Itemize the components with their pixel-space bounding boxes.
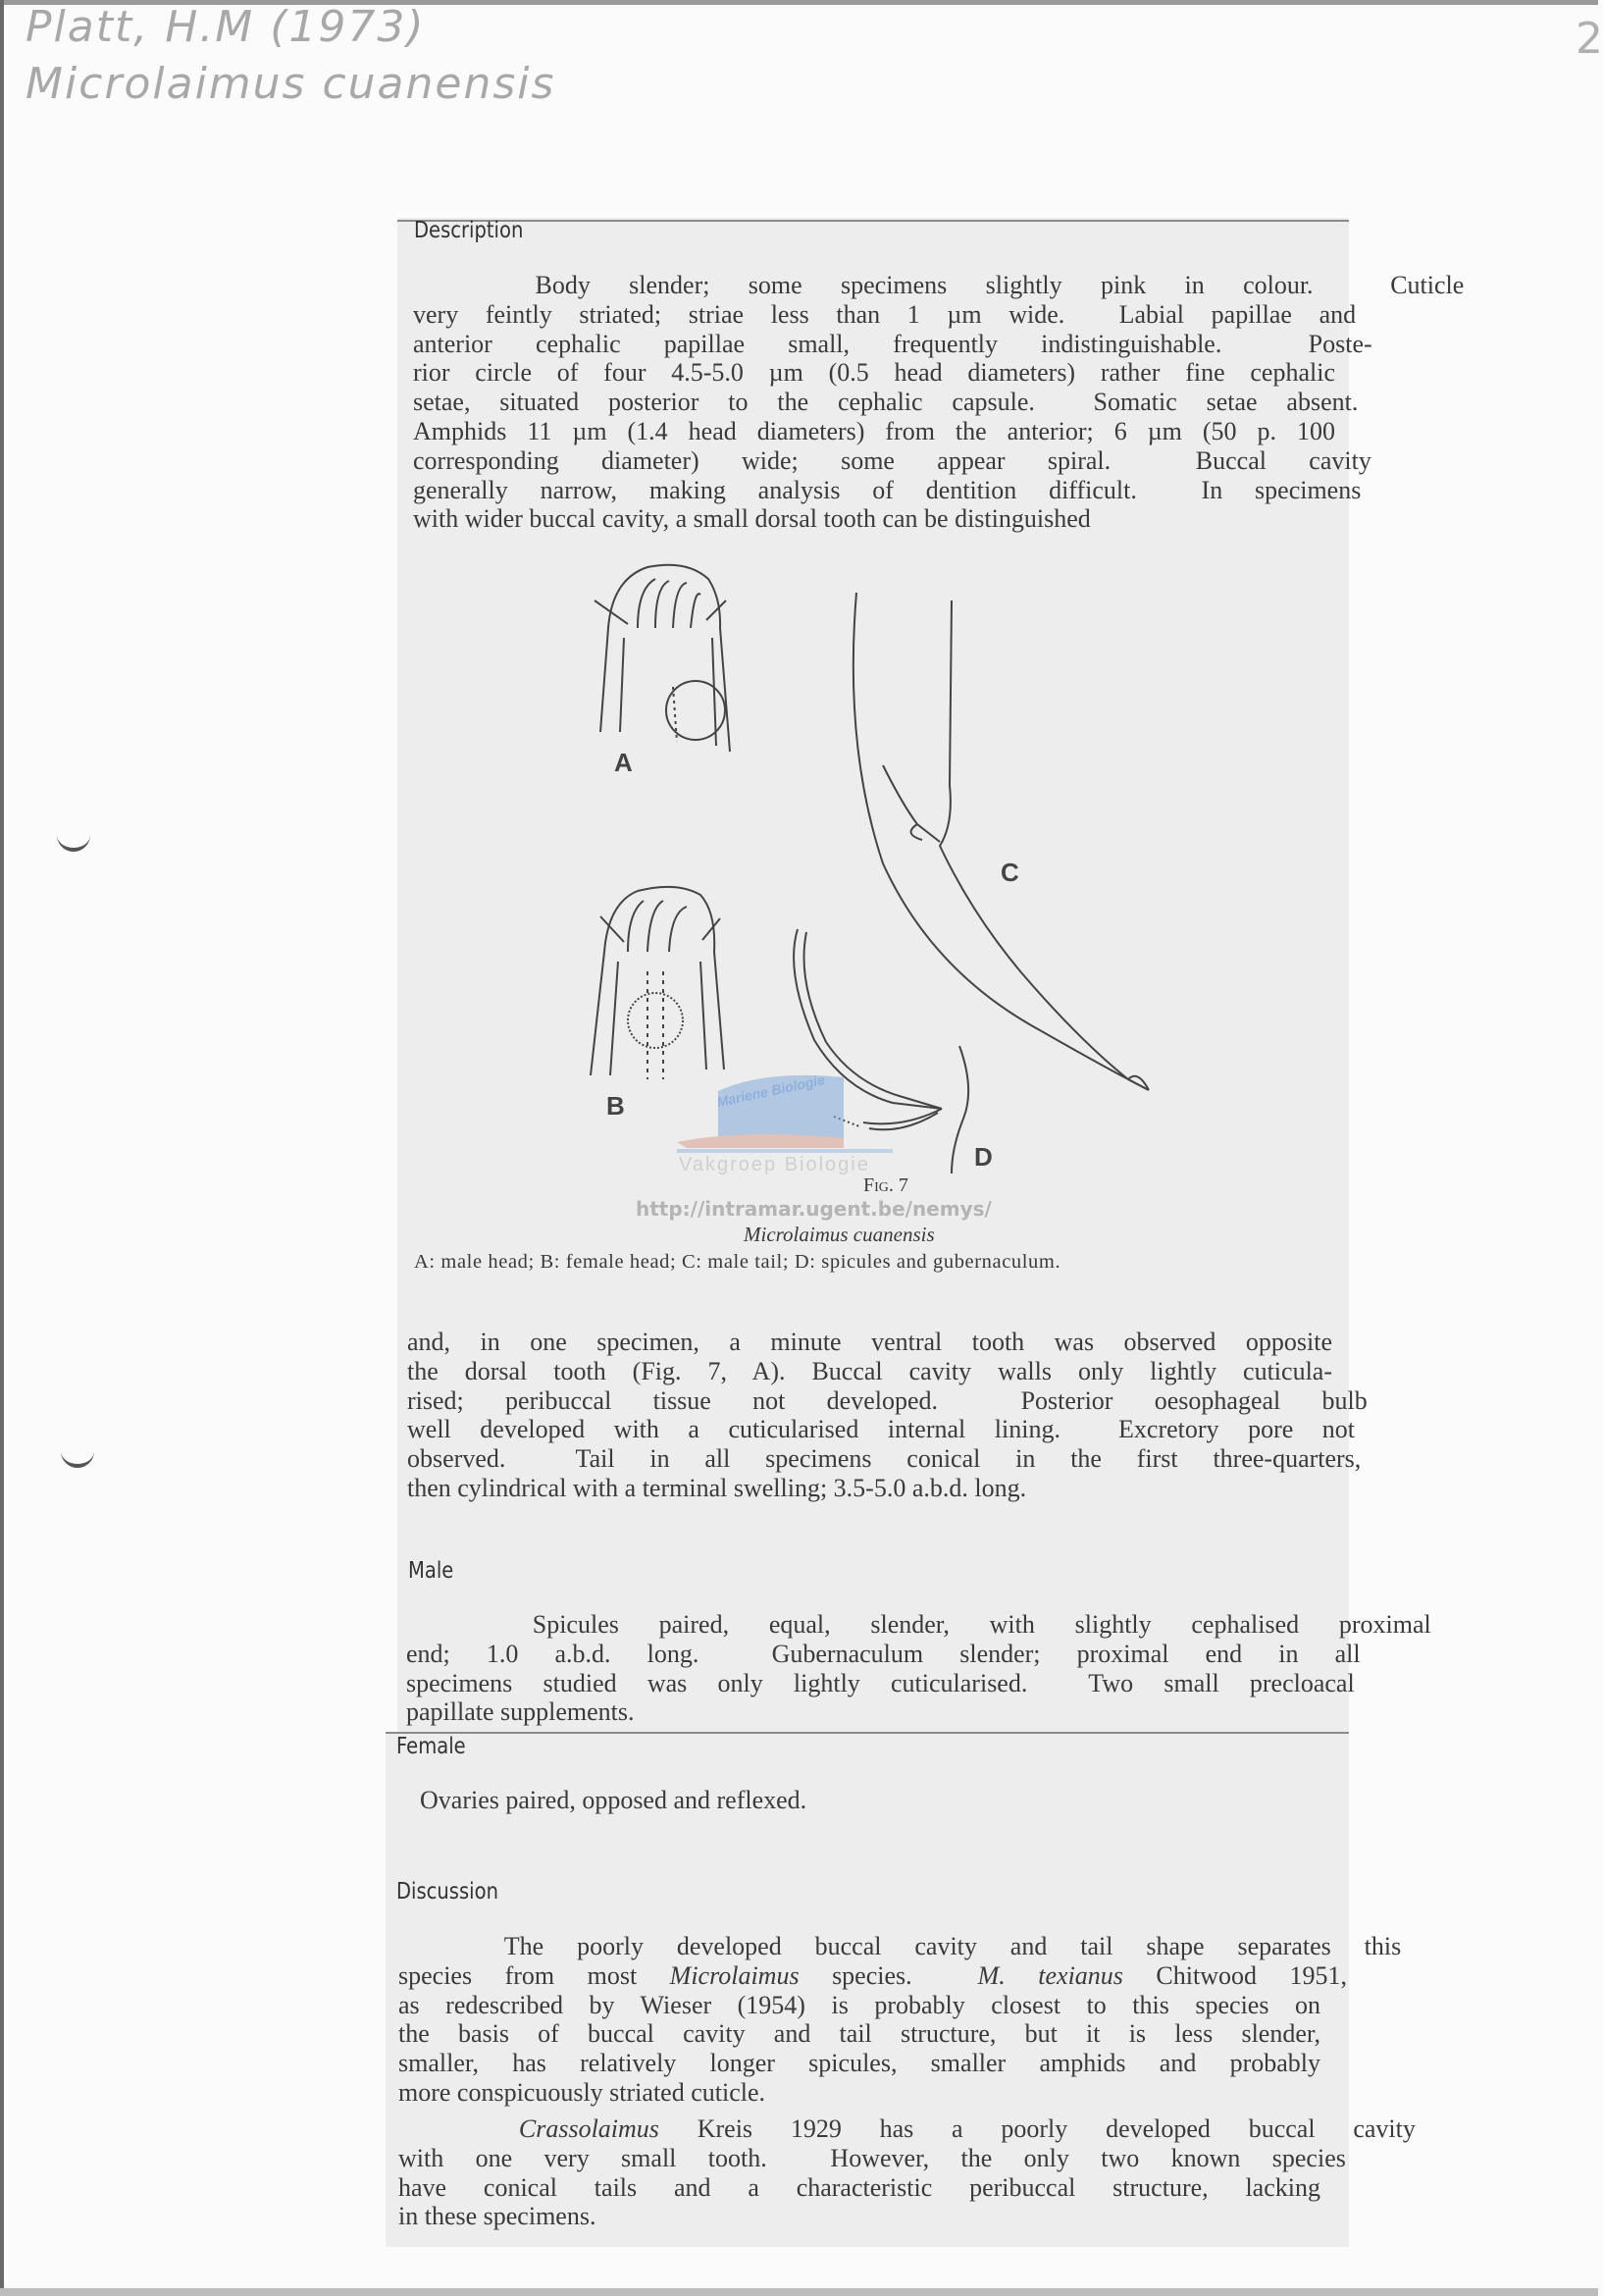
text-segment: anterior cephalic papillae small, frequently indistinguishable. Poste-: [413, 329, 1372, 358]
text-segment: papillate supplements.: [406, 1697, 635, 1727]
text-line: [407, 1385, 1368, 1416]
figure-label-c: C: [1001, 858, 1019, 887]
text-segment: as redescribed by Wieser (1954) is probably closest to this species on: [398, 1990, 1320, 2019]
text-line: [398, 2143, 1346, 2173]
text-segment: Body slender; some specimens slightly pink in colour. Cuticle: [413, 271, 1465, 299]
text-segment: Chitwood 1951,: [1122, 1960, 1347, 1990]
watermark-group: Vakgroep Biologie: [679, 1154, 870, 1175]
text-line: [398, 1932, 1402, 1961]
text-line: [406, 1697, 1330, 1727]
text-line: [394, 1786, 1317, 1815]
italic-text: M. texianus: [977, 1960, 1123, 1990]
text-segment: in these specimens.: [398, 2202, 596, 2231]
watermark-url: http://intramar.ugent.be/nemys/: [636, 1197, 992, 1221]
drawing-female-head: [591, 887, 724, 1079]
text-segment: Spicules paired, equal, slender, with slightly cephalised proximal: [406, 1610, 1431, 1639]
description-continued-paragraph: [407, 1328, 1368, 1503]
text-segment: rised; peribuccal tissue not developed. Posterior oesophageal bulb: [407, 1385, 1368, 1415]
discussion-paragraph-1: [398, 1932, 1402, 2108]
text-segment: observed. Tail in all specimens conical in the first three-quarters,: [407, 1444, 1362, 1474]
text-line: [406, 1610, 1431, 1640]
text-segment: very feintly striated; striae less than 1 µm wide. Labial papillae and: [413, 299, 1357, 329]
text-segment: well developed with a cuticularised internal lining. Excretory pore not: [407, 1415, 1356, 1444]
text-segment: specimens studied was only lightly cuticularised. Two small precloacal: [406, 1668, 1355, 1697]
text-segment: Ovaries paired, opposed and reflexed.: [394, 1786, 807, 1814]
text-segment: more conspicuously striated cuticle.: [398, 2077, 766, 2107]
text-segment: have conical tails and a characteristic peribuccal structure, lacking: [398, 2172, 1320, 2202]
text-segment: with wider buccal cavity, a small dorsal tooth can be distinguished: [413, 504, 1091, 534]
heading-female: Female: [396, 1734, 466, 1759]
divider: [386, 1732, 1349, 1734]
italic-text: Crassolaimus: [518, 2114, 659, 2143]
text-line: [398, 1960, 1347, 1991]
text-segment: the dorsal tooth (Fig. 7, A). Buccal cavity walls only lightly cuticula-: [407, 1356, 1332, 1385]
text-line: [407, 1474, 1332, 1503]
text-segment: Kreis 1929 has a poorly developed buccal cavity: [658, 2114, 1416, 2143]
heading-discussion: Discussion: [396, 1879, 498, 1905]
text-line: [398, 2049, 1320, 2078]
figure-label-a: A: [614, 748, 633, 777]
drawing-male-tail: [853, 593, 1149, 1090]
italic-text: Microlaimus: [669, 1960, 800, 1990]
text-line: [398, 2202, 1320, 2231]
text-line: [398, 2019, 1320, 2049]
text-segment: rior circle of four 4.5-5.0 µm (0.5 head diameters) rather fine cephalic: [413, 358, 1335, 388]
text-segment: setae, situated posterior to the cephalic capsule. Somatic setae absent.: [413, 388, 1359, 417]
heading-description: Description: [414, 218, 524, 243]
figure-label-b: B: [606, 1091, 625, 1121]
text-segment: Amphids 11 µm (1.4 head diameters) from the anterior; 6 µm (50 p. 100: [413, 416, 1335, 445]
text-segment: generally narrow, making analysis of dentition difficult. In specimens: [413, 475, 1362, 504]
discussion-paragraph-2: [398, 2114, 1416, 2231]
text-line: [407, 1357, 1332, 1386]
text-segment: The poorly developed buccal cavity and tail shape separates this: [398, 1932, 1402, 1960]
text-segment: and, in one specimen, a minute ventral tooth was observed opposite: [407, 1328, 1332, 1356]
text-segment: then cylindrical with a terminal swelling; 3.5-5.0 a.b.d. long.: [407, 1473, 1027, 1502]
handwritten-author: Platt, H.M (1973): [26, 2, 426, 52]
text-line: [398, 2173, 1320, 2203]
text-line: [406, 1639, 1361, 1669]
text-segment: species.: [799, 1960, 978, 1990]
text-segment: the basis of buccal cavity and tail structure, but it is less slender,: [398, 2019, 1320, 2049]
figure-label-d: D: [974, 1142, 993, 1172]
figure-caption: A: male head; B: female head; C: male tail; D: spicules and gubernaculum.: [414, 1251, 1061, 1273]
figure-number: Fig. 7: [863, 1174, 908, 1196]
text-segment: species from most: [398, 1960, 670, 1990]
page-number: 2: [1576, 14, 1603, 64]
text-segment: end; 1.0 a.b.d. long. Gubernaculum slender; proximal end in all: [406, 1639, 1361, 1668]
text-segment: smaller, has relatively longer spicules, smaller amphids and probably: [398, 2049, 1320, 2078]
male-paragraph: [406, 1610, 1431, 1727]
text-line: [398, 2114, 1416, 2144]
heading-male: Male: [408, 1558, 454, 1584]
text-line: [407, 1415, 1356, 1444]
text-segment: with one very small tooth. However, the only two known species: [398, 2143, 1346, 2172]
female-paragraph: [394, 1786, 1317, 1815]
text-segment: corresponding diameter) wide; some appear spiral. Buccal cavity: [413, 445, 1371, 475]
text-segment: [398, 2114, 519, 2143]
drawing-male-head: [595, 565, 730, 752]
handwritten-species: Microlaimus cuanensis: [26, 59, 556, 109]
text-line: [407, 1328, 1332, 1357]
text-line: [398, 1991, 1320, 2020]
watermark-arc-text: Mariene Biologie: [715, 1071, 827, 1111]
text-line: [406, 1668, 1355, 1698]
text-line: [407, 1444, 1362, 1474]
text-line: [398, 2078, 1320, 2108]
figure-species: Microlaimus cuanensis: [744, 1223, 935, 1246]
